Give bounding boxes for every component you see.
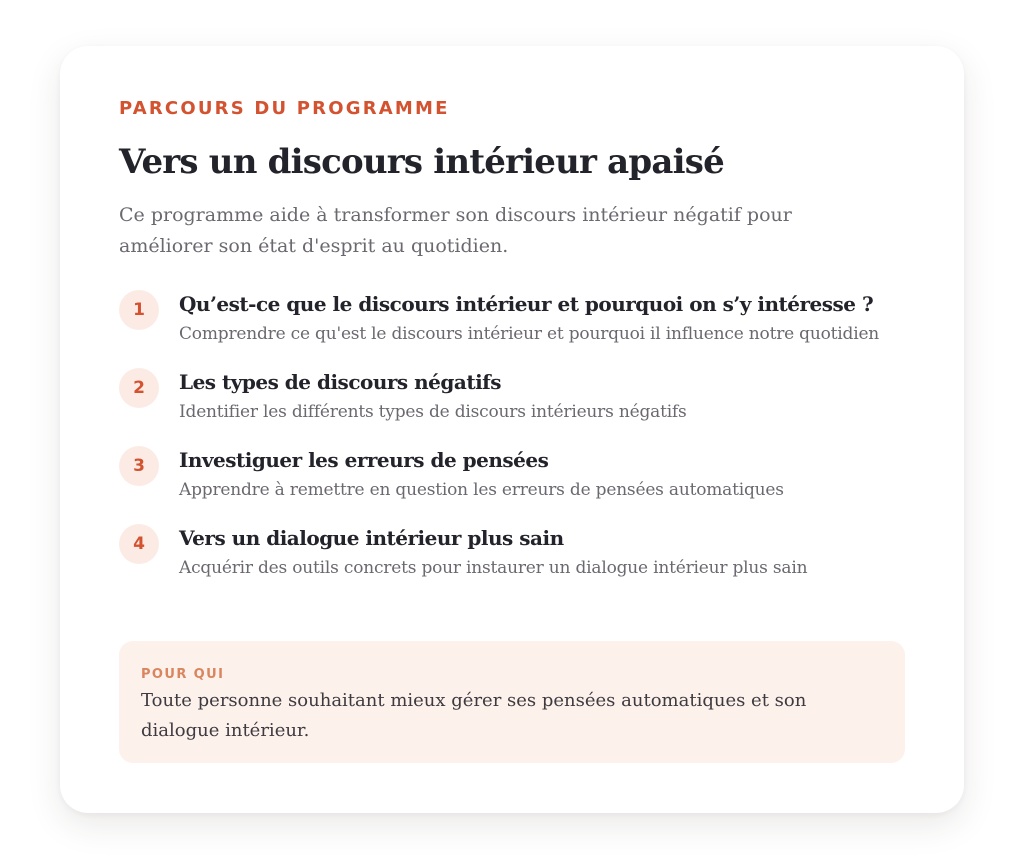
program-step-3 bbox=[119, 446, 909, 504]
program-card bbox=[60, 46, 964, 813]
step-description: Identifier les différents types de discours intérieurs négatifs bbox=[179, 402, 687, 422]
step-description: Apprendre à remettre en question les erreurs de pensées automatiques bbox=[179, 480, 784, 500]
audience-label: POUR QUI bbox=[141, 667, 225, 682]
program-steps-list bbox=[119, 290, 909, 602]
step-number-badge: 4 bbox=[119, 524, 159, 564]
step-number-badge: 3 bbox=[119, 446, 159, 486]
step-title: Les types de discours négatifs bbox=[179, 370, 502, 394]
step-title: Vers un dialogue intérieur plus sain bbox=[179, 526, 564, 550]
program-eyebrow: PARCOURS DU PROGRAMME bbox=[119, 98, 450, 119]
program-description: Ce programme aide à transformer son discours intérieur négatif pour améliorer son état d'esprit au quotidien. bbox=[119, 204, 792, 257]
step-title: Qu’est-ce que le discours intérieur et pourquoi on s’y intéresse ? bbox=[179, 292, 874, 316]
program-title: Vers un discours intérieur apaisé bbox=[119, 142, 724, 182]
program-step-1 bbox=[119, 290, 909, 348]
step-description: Comprendre ce qu'est le discours intérieur et pourquoi il influence notre quotidien bbox=[179, 324, 880, 344]
step-description: Acquérir des outils concrets pour instaurer un dialogue intérieur plus sain bbox=[179, 558, 808, 578]
program-step-2 bbox=[119, 368, 909, 426]
step-number-badge: 2 bbox=[119, 368, 159, 408]
audience-callout bbox=[119, 641, 905, 763]
audience-text: Toute personne souhaitant mieux gérer ses pensées automatiques et son dialogue intérieur. bbox=[141, 690, 807, 741]
program-step-4 bbox=[119, 524, 909, 582]
step-title: Investiguer les erreurs de pensées bbox=[179, 448, 549, 472]
step-number-badge: 1 bbox=[119, 290, 159, 330]
